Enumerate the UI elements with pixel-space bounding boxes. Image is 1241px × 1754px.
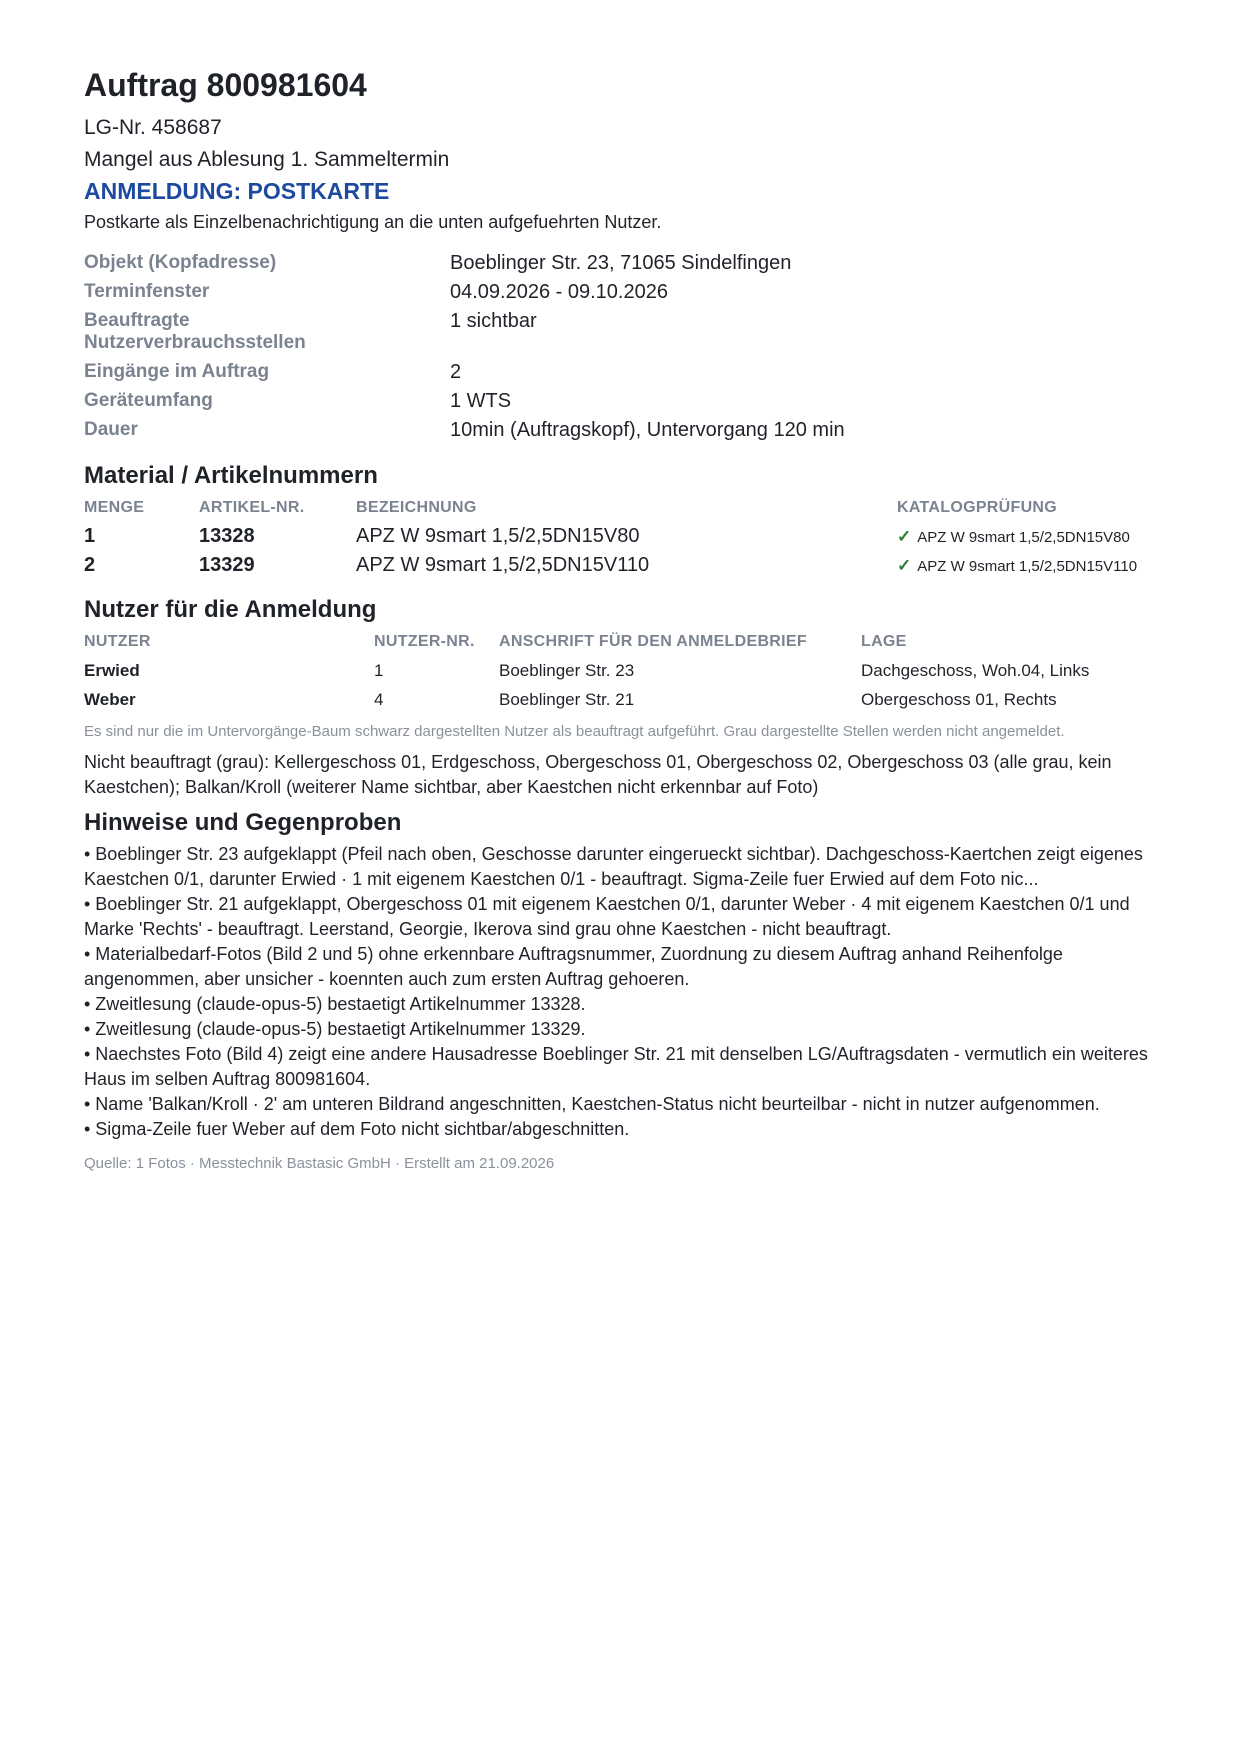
material-header-row bbox=[84, 493, 1160, 522]
column-header-katalog: KATALOGPRÜFUNG bbox=[897, 498, 1058, 516]
column-header-nutzer-nr: NUTZER-NR. bbox=[374, 632, 475, 650]
check-icon: ✓ bbox=[897, 526, 912, 546]
cell-katalog bbox=[897, 551, 1160, 580]
table-row bbox=[84, 685, 1160, 714]
detail-key: Terminfenster bbox=[84, 281, 210, 302]
nutzer-heading: Nutzer für die Anmeldung bbox=[84, 596, 377, 623]
list-item: • Sigma-Zeile fuer Weber auf dem Foto nicht sichtbar/abgeschnitten. bbox=[84, 1119, 630, 1139]
detail-row-geraeteumfang bbox=[84, 388, 1160, 417]
mangel-text: Mangel aus Ablesung 1. Sammeltermin bbox=[84, 148, 450, 171]
detail-key: Dauer bbox=[84, 419, 138, 440]
cell-bezeichnung: APZ W 9smart 1,5/2,5DN15V110 bbox=[356, 554, 650, 576]
anmeldung-note: Postkarte als Einzelbenachrichtigung an die unten aufgefuehrten Nutzer. bbox=[84, 212, 662, 232]
nutzer-footnote: Es sind nur die im Untervorgänge-Baum schwarz dargestellten Nutzer als beauftragt aufgeführt. Grau dargestellte Stellen werden nicht angemeldet. bbox=[84, 723, 1065, 740]
hinweise-list bbox=[84, 842, 1160, 1142]
katalog-text: APZ W 9smart 1,5/2,5DN15V110 bbox=[917, 557, 1138, 575]
cell-bezeichnung: APZ W 9smart 1,5/2,5DN15V80 bbox=[356, 525, 640, 547]
list-item: • Materialbedarf-Fotos (Bild 2 und 5) ohne erkennbare Auftragsnummer, Zuordnung zu diesem Auftrag anhand Reihenfolge angenommen, aber unsicher - koennten auch zum ersten Auftrag gehoeren. bbox=[84, 944, 1063, 989]
check-icon: ✓ bbox=[897, 555, 912, 575]
material-heading: Material / Artikelnummern bbox=[84, 462, 378, 489]
document-content bbox=[84, 62, 1160, 1174]
cell-nutzer: Weber bbox=[84, 689, 136, 709]
cell-menge: 1 bbox=[84, 525, 96, 547]
column-header-artikel: ARTIKEL-NR. bbox=[199, 498, 305, 516]
detail-row-terminfenster bbox=[84, 279, 1160, 308]
table-row bbox=[84, 551, 1160, 580]
detail-row-objekt bbox=[84, 250, 1160, 279]
detail-value: 1 WTS bbox=[450, 390, 512, 412]
list-item: • Name 'Balkan/Kroll · 2' am unteren Bildrand angeschnitten, Kaestchen-Status nicht beurteilbar - nicht in nutzer aufgenommen. bbox=[84, 1094, 1100, 1114]
cell-artikel: 13328 bbox=[199, 525, 255, 547]
column-header-lage: LAGE bbox=[861, 632, 907, 650]
list-item: • Naechstes Foto (Bild 4) zeigt eine andere Hausadresse Boeblinger Str. 21 mit denselben LG/Auftragsdaten - vermutlich ein weiteres Haus im selben Auftrag 800981604. bbox=[84, 1044, 1148, 1089]
cell-menge: 2 bbox=[84, 554, 96, 576]
detail-key: Geräteumfang bbox=[84, 390, 213, 411]
hinweise-heading: Hinweise und Gegenproben bbox=[84, 809, 402, 836]
detail-key: Beauftragte Nutzerverbrauchsstellen bbox=[84, 310, 306, 353]
detail-value: 1 sichtbar bbox=[450, 310, 537, 332]
cell-artikel: 13329 bbox=[199, 554, 255, 576]
detail-row-dauer bbox=[84, 417, 1160, 446]
cell-katalog bbox=[897, 522, 1160, 551]
list-item: • Zweitlesung (claude-opus-5) bestaetigt Artikelnummer 13328. bbox=[84, 994, 586, 1014]
katalog-text: APZ W 9smart 1,5/2,5DN15V80 bbox=[917, 528, 1130, 546]
list-item: • Boeblinger Str. 21 aufgeklappt, Obergeschoss 01 mit eigenem Kaestchen 0/1, darunter Weber · 4 mit eigenem Kaestchen 0/1 und Marke 'Rechts' - beauftragt. Leerstand, Georgie, Ikerova sind grau ohne Kaestchen - nicht beauftragt. bbox=[84, 894, 1130, 939]
detail-value: Boeblinger Str. 23, 71065 Sindelfingen bbox=[450, 252, 792, 274]
column-header-anschrift: ANSCHRIFT FÜR DEN ANMELDEBRIEF bbox=[499, 632, 807, 650]
nutzer-table bbox=[84, 627, 1160, 714]
source-footer: Quelle: 1 Fotos · Messtechnik Bastasic GmbH · Erstellt am 21.09.2026 bbox=[84, 1155, 555, 1172]
table-row bbox=[84, 656, 1160, 685]
details-list bbox=[84, 250, 1160, 446]
page-title: Auftrag 800981604 bbox=[84, 67, 367, 103]
cell-nutzer: Erwied bbox=[84, 660, 140, 680]
material-table bbox=[84, 493, 1160, 580]
cell-nutzer-nr: 4 bbox=[374, 689, 384, 709]
anmeldung-type: ANMELDUNG: POSTKARTE bbox=[84, 178, 390, 204]
cell-anschrift: Boeblinger Str. 21 bbox=[499, 689, 635, 709]
detail-row-nutzerverbrauchsstellen bbox=[84, 308, 1160, 359]
list-item: • Boeblinger Str. 23 aufgeklappt (Pfeil nach oben, Geschosse darunter eingerueckt sichtbar). Dachgeschoss-Kaertchen zeigt eigenes Kaestchen 0/1, darunter Erwied · 1 mit eigenem Kaestchen 0/1 - beauftragt. Sigma-Zeile fuer Erwied auf dem Foto nic... bbox=[84, 844, 1143, 889]
detail-value: 2 bbox=[450, 361, 462, 383]
cell-anschrift: Boeblinger Str. 23 bbox=[499, 660, 635, 680]
lg-number: LG-Nr. 458687 bbox=[84, 116, 222, 139]
cell-nutzer-nr: 1 bbox=[374, 660, 384, 680]
detail-value: 10min (Auftragskopf), Untervorgang 120 min bbox=[450, 419, 845, 441]
cell-lage: Dachgeschoss, Woh.04, Links bbox=[861, 660, 1090, 680]
column-header-bezeichnung: BEZEICHNUNG bbox=[356, 498, 477, 516]
detail-row-eingaenge bbox=[84, 359, 1160, 388]
detail-key: Objekt (Kopfadresse) bbox=[84, 252, 277, 273]
cell-lage: Obergeschoss 01, Rechts bbox=[861, 689, 1057, 709]
detail-key: Eingänge im Auftrag bbox=[84, 361, 270, 382]
detail-value: 04.09.2026 - 09.10.2026 bbox=[450, 281, 668, 303]
table-row bbox=[84, 522, 1160, 551]
nicht-beauftragt-text: Nicht beauftragt (grau): Kellergeschoss 01, Erdgeschoss, Obergeschoss 01, Obergeschoss 02, Obergeschoss 03 (alle grau, kein Kaestchen); Balkan/Kroll (weiterer Name sichtbar, aber Kaestchen nicht erkennbar auf Foto) bbox=[84, 752, 1112, 797]
column-header-menge: MENGE bbox=[84, 498, 145, 516]
list-item: • Zweitlesung (claude-opus-5) bestaetigt Artikelnummer 13329. bbox=[84, 1019, 586, 1039]
nutzer-header-row bbox=[84, 627, 1160, 656]
column-header-nutzer: NUTZER bbox=[84, 632, 151, 650]
